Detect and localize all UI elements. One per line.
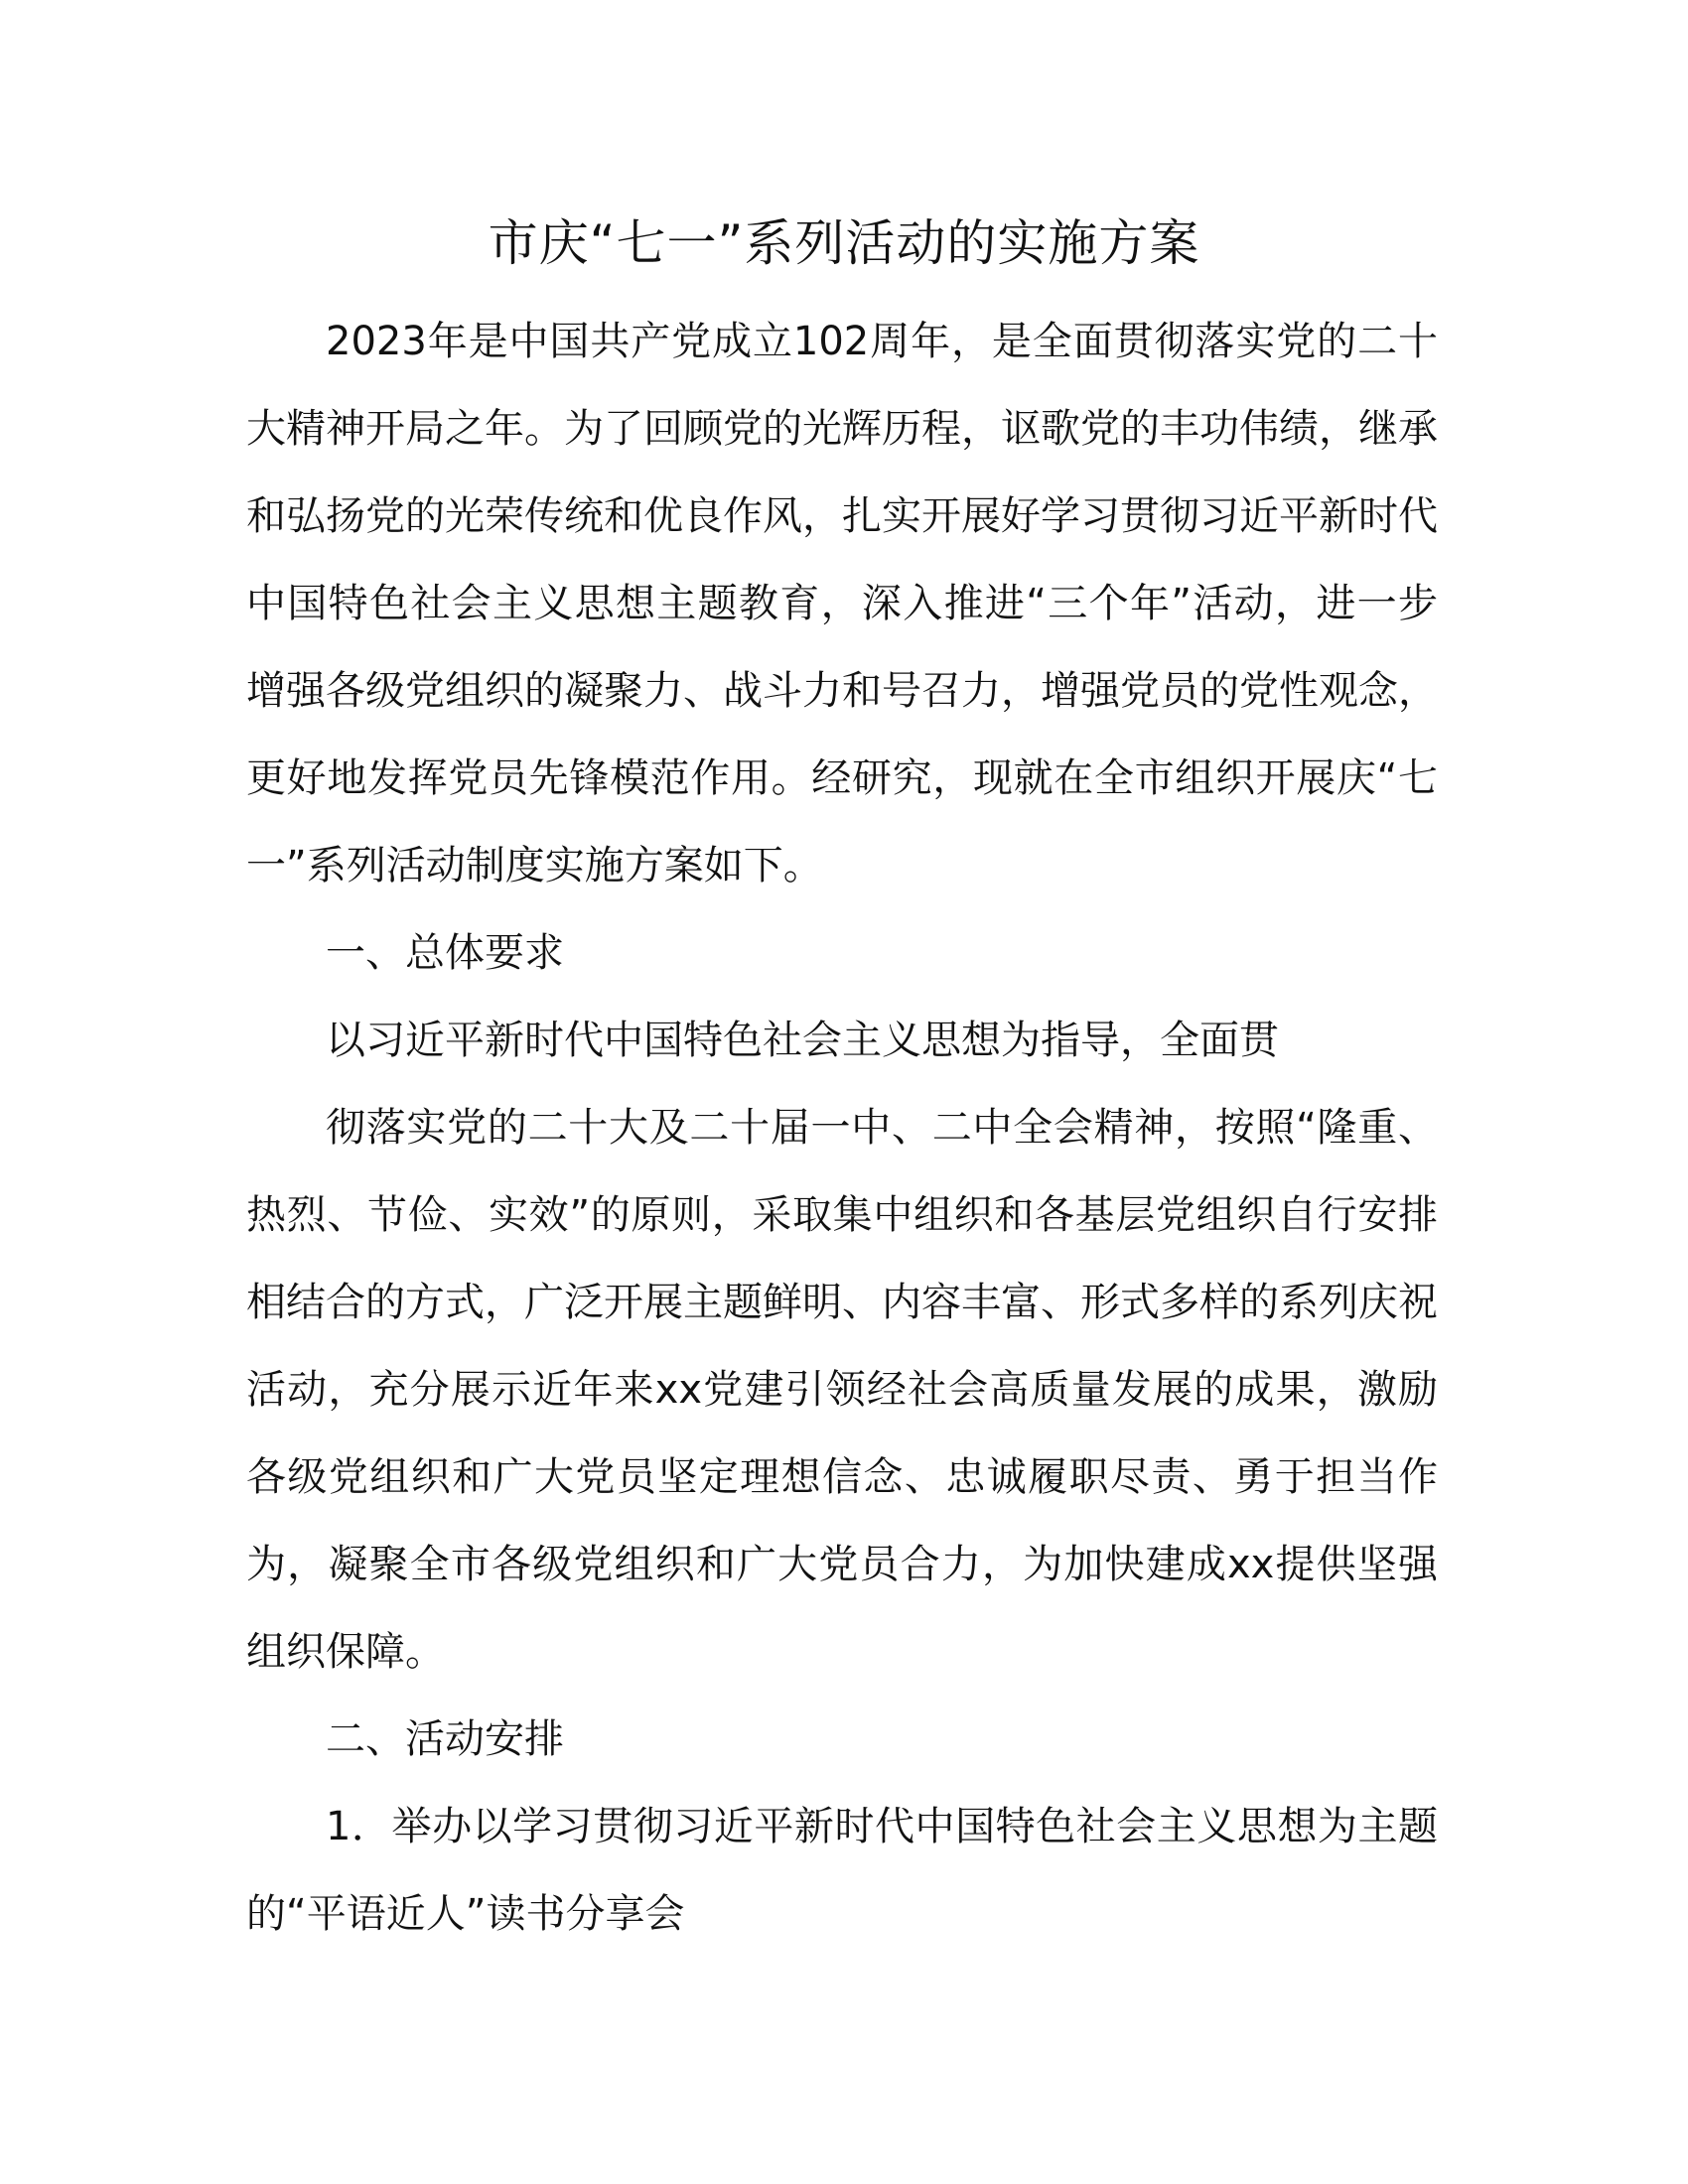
guidance-paragraph-line: 以习近平新时代中国特色社会主义思想为指导，全面贯 — [326, 1018, 1279, 1063]
intro-paragraph: 2023年是中国共产党成立102周年，是全面贯彻落实党的二十大精神开局之年。为了回顾党的光辉历程，讴歌党的丰功伟绩，继承和弘扬党的光荣传统和优良作风，扎实开展好学习贯彻习近平新时代中国特色社会主义思想主题教育，深入推进“三个年”活动，进一步增强各级党组织的凝聚力、战斗力和号召力，增强党员的党性观念，更好地发挥党员先锋模范作用。经研究，现就在全市组织开展庆“七一”系列活动制度实施方案如下。 — [246, 319, 1438, 888]
activity-item-1: 1．举办以学习贯彻习近平新时代中国特色社会主义思想为主题的“平语近人”读书分享会 — [246, 1804, 1438, 1937]
section-heading-activity-arrangements: 二、活动安排 — [326, 1716, 564, 1762]
guidance-paragraph: 彻落实党的二十大及二十届一中、二中全会精神，按照“隆重、热烈、节俭、实效”的原则，采取集中组织和各基层党组织自行安排相结合的方式，广泛开展主题鲜明、内容丰富、形式多样的系列庆祝活动，充分展示近年来xx党建引领经社会高质量发展的成果，激励各级党组织和广大党员坚定理想信念、忠诚履职尽责、勇于担当作为，凝聚全市各级党组织和广大党员合力，为加快建成xx提供坚强组织保障。 — [246, 1105, 1438, 1675]
section-heading-overall-requirements: 一、总体要求 — [326, 930, 564, 976]
document-body — [246, 298, 1438, 1958]
document-title: 市庆“七一”系列活动的实施方案 — [488, 214, 1200, 272]
